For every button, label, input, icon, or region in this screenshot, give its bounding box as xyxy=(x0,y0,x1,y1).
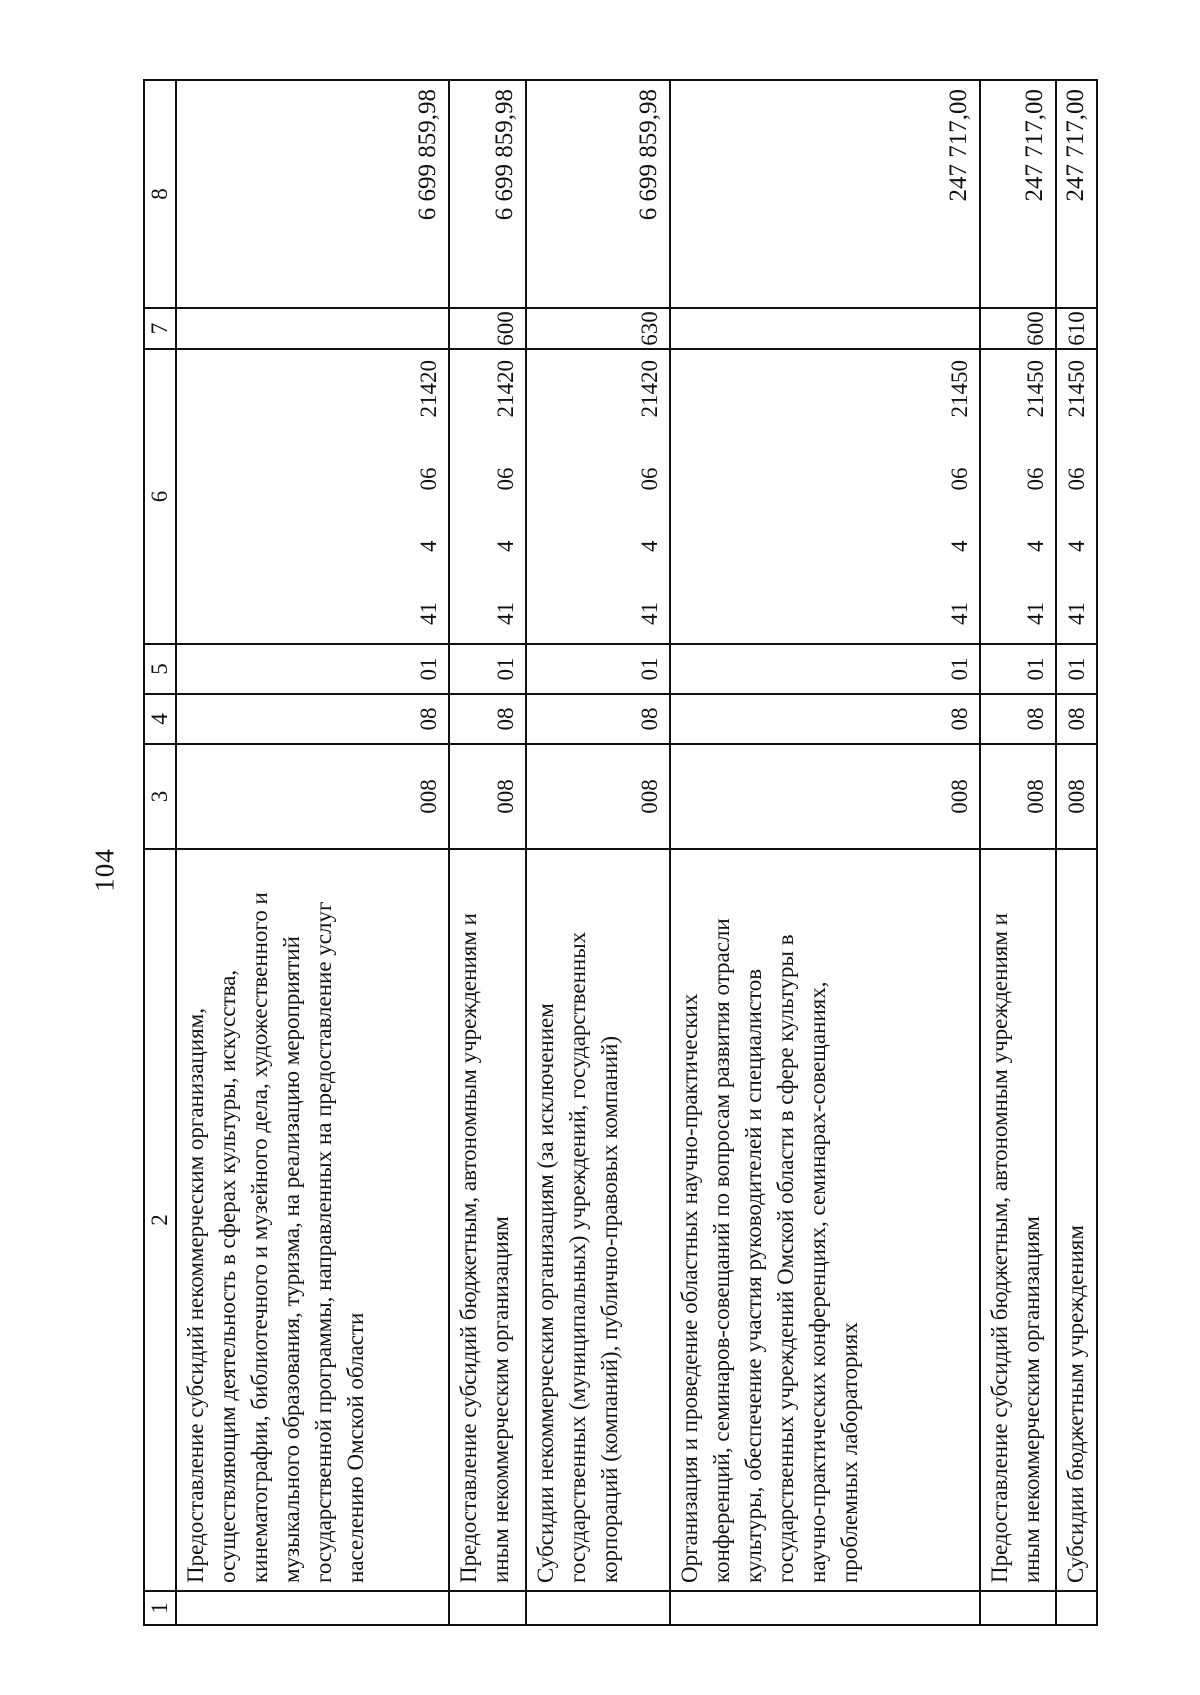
ministry-code-cell: 008 xyxy=(176,744,449,849)
section-code-cell: 08 xyxy=(670,694,980,744)
description-cell: Организация и проведение областных научно-практических конференций, семинаров-совещаний по вопросам развития отрасли культуры, обеспечение участия руководителей и специалистов государственных учреждений Омской области в сфере культуры в научно-практических конференциях, семинарах-совещаниях, проблемных лабораториях xyxy=(670,849,980,1591)
target-article-cell xyxy=(980,349,1056,644)
article-program-code: 41 xyxy=(1023,602,1049,625)
section-code-cell: 08 xyxy=(176,694,449,744)
header-col-4: 4 xyxy=(144,694,176,744)
row-number-cell xyxy=(176,1591,449,1625)
article-program-code: 41 xyxy=(1064,602,1089,625)
article-type-code: 4 xyxy=(416,540,442,552)
row-number-cell xyxy=(670,1591,980,1625)
article-direction-code: 21450 xyxy=(1023,360,1049,418)
article-subprogram-code: 06 xyxy=(416,467,442,491)
subsection-code-cell: 01 xyxy=(980,644,1056,694)
ministry-code-cell: 008 xyxy=(670,744,980,849)
amount-cell: 247 717,00 xyxy=(670,80,980,308)
amount-cell: 6 699 859,98 xyxy=(449,80,525,308)
article-type-code: 4 xyxy=(1064,540,1089,552)
amount-cell: 6 699 859,98 xyxy=(526,80,670,308)
header-col-7: 7 xyxy=(144,308,176,349)
table-row xyxy=(670,80,980,1625)
header-col-3: 3 xyxy=(144,744,176,849)
section-code-cell: 08 xyxy=(449,694,525,744)
ministry-code-cell: 008 xyxy=(526,744,670,849)
row-number-cell xyxy=(980,1591,1056,1625)
article-type-code: 4 xyxy=(946,540,972,552)
amount-cell: 247 717,00 xyxy=(1056,80,1097,308)
expense-type-cell: 630 xyxy=(526,308,670,349)
section-code-cell: 08 xyxy=(1056,694,1097,744)
table-row xyxy=(980,80,1056,1625)
amount-cell: 247 717,00 xyxy=(980,80,1056,308)
budget-table xyxy=(143,79,1098,1626)
subsection-code-cell: 01 xyxy=(449,644,525,694)
subsection-code-cell: 01 xyxy=(1056,644,1097,694)
article-type-code: 4 xyxy=(636,540,662,552)
rotated-page-content xyxy=(143,81,1098,1626)
table-row xyxy=(1056,80,1097,1625)
article-direction-code: 21420 xyxy=(492,360,518,418)
table-row xyxy=(526,80,670,1625)
article-direction-code: 21450 xyxy=(946,360,972,418)
section-code-cell: 08 xyxy=(526,694,670,744)
target-article-cell xyxy=(526,349,670,644)
article-program-code: 41 xyxy=(946,602,972,625)
article-type-code: 4 xyxy=(1023,540,1049,552)
article-direction-code: 21420 xyxy=(636,360,662,418)
description-cell: Предоставление субсидий бюджетным, автономным учреждениям и иным некоммерческим организациям xyxy=(449,849,525,1591)
description-cell: Предоставление субсидий некоммерческим организациям, осуществляющим деятельность в сферах культуры, искусства, кинематографии, библиотечного и музейного дела, художественного и музыкального образования, туризма, на реализацию мероприятий государственной программы, направленных на предоставление услуг населению Омской области xyxy=(176,849,449,1591)
header-col-1: 1 xyxy=(144,1591,176,1625)
target-article-cell xyxy=(670,349,980,644)
article-direction-code: 21450 xyxy=(1064,360,1089,418)
article-type-code: 4 xyxy=(492,540,518,552)
ministry-code-cell: 008 xyxy=(449,744,525,849)
expense-type-cell: 600 xyxy=(449,308,525,349)
section-code-cell: 08 xyxy=(980,694,1056,744)
subsection-code-cell: 01 xyxy=(526,644,670,694)
article-subprogram-code: 06 xyxy=(946,467,972,491)
subsection-code-cell: 01 xyxy=(176,644,449,694)
header-col-6: 6 xyxy=(144,349,176,644)
article-direction-code: 21420 xyxy=(416,360,442,418)
article-subprogram-code: 06 xyxy=(636,467,662,491)
row-number-cell xyxy=(449,1591,525,1625)
article-subprogram-code: 06 xyxy=(1023,467,1049,491)
description-cell: Субсидии бюджетным учреждениям xyxy=(1056,849,1097,1591)
description-cell: Субсидии некоммерческим организациям (за исключением государственных (муниципальных) учреждений, государственных корпораций (компаний), публично-правовых компаний) xyxy=(526,849,670,1591)
expense-type-cell: 600 xyxy=(980,308,1056,349)
header-col-2: 2 xyxy=(144,849,176,1591)
ministry-code-cell: 008 xyxy=(980,744,1056,849)
target-article-cell xyxy=(176,349,449,644)
article-program-code: 41 xyxy=(636,602,662,625)
page-number: 104 xyxy=(89,848,120,892)
article-subprogram-code: 06 xyxy=(492,467,518,491)
header-col-5: 5 xyxy=(144,644,176,694)
article-program-code: 41 xyxy=(416,602,442,625)
article-program-code: 41 xyxy=(492,602,518,625)
header-row xyxy=(144,80,176,1625)
expense-type-cell xyxy=(176,308,449,349)
header-col-8: 8 xyxy=(144,80,176,308)
target-article-cell xyxy=(449,349,525,644)
description-cell: Предоставление субсидий бюджетным, автономным учреждениям и иным некоммерческим организациям xyxy=(980,849,1056,1591)
target-article-cell xyxy=(1056,349,1097,644)
amount-cell: 6 699 859,98 xyxy=(176,80,449,308)
table-row xyxy=(176,80,449,1625)
expense-type-cell xyxy=(670,308,980,349)
row-number-cell xyxy=(1056,1591,1097,1625)
article-subprogram-code: 06 xyxy=(1064,467,1089,491)
expense-type-cell: 610 xyxy=(1056,308,1097,349)
row-number-cell xyxy=(526,1591,670,1625)
table-row xyxy=(449,80,525,1625)
ministry-code-cell: 008 xyxy=(1056,744,1097,849)
subsection-code-cell: 01 xyxy=(670,644,980,694)
